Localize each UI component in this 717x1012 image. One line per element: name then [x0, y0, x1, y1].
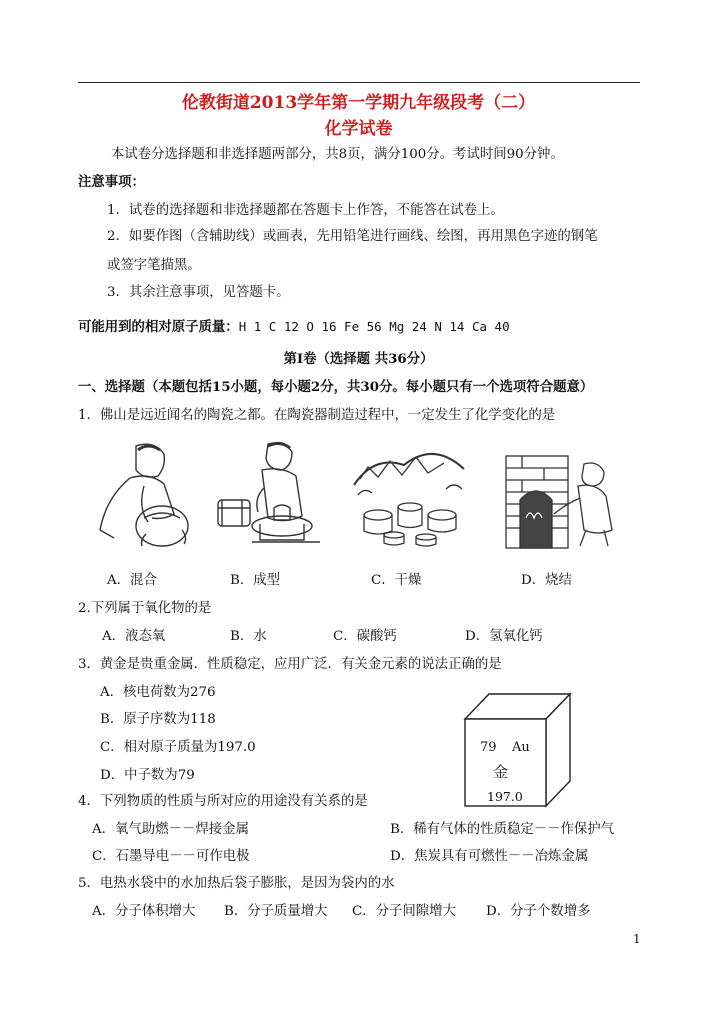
page-title: 伦教街道2013学年第一学期九年级段考（二） — [181, 93, 536, 113]
gold-element-card — [462, 691, 574, 808]
option-c: C．石墨导电－－可作电极 — [92, 849, 250, 864]
option-c: C．相对原子质量为197.0 — [100, 740, 256, 755]
notice-item: 2．如要作图（含辅助线）或画表，先用铅笔进行画线、绘图，再用黑色字迹的钢笔 — [107, 229, 598, 244]
option-c: C．碳酸钙 — [333, 629, 397, 644]
mixing-illustration — [86, 438, 196, 550]
part-heading: 第Ⅰ卷（选择题 共36分） — [283, 351, 434, 367]
option-b: B．成型 — [230, 573, 281, 588]
option-b: B．原子序数为118 — [100, 712, 216, 727]
option-b: B．水 — [230, 629, 267, 644]
notice-heading: 注意事项： — [78, 174, 145, 190]
option-c: C．干燥 — [371, 573, 422, 588]
question-stem: 1．佛山是远近闻名的陶瓷之都。在陶瓷器制造过程中，一定发生了化学变化的是 — [78, 408, 556, 423]
element-mass: 197.0 — [487, 789, 523, 804]
drying-illustration — [350, 445, 468, 549]
option-a: A．氧气助燃－－焊接金属 — [92, 822, 249, 837]
option-c: C．分子间隙增大 — [352, 904, 456, 919]
section-heading: 一、选择题（本题包括15小题，每小题2分，共30分。每小题只有一个选项符合题意） — [78, 379, 594, 395]
option-d: D．焦炭具有可燃性－－冶炼金属 — [390, 849, 589, 864]
option-a: A．核电荷数为276 — [100, 685, 216, 700]
atomic-mass-line — [78, 316, 510, 335]
option-d: D．中子数为79 — [100, 768, 195, 783]
option-a: A．液态氧 — [102, 629, 166, 644]
option-a: A．分子体积增大 — [92, 904, 196, 919]
element-symbol: Au — [512, 740, 530, 755]
option-b: B．分子质量增大 — [224, 904, 328, 919]
shaping-illustration — [212, 438, 332, 550]
top-rule — [78, 82, 640, 83]
element-number: 79 — [480, 740, 497, 755]
sintering-illustration — [500, 448, 620, 552]
option-d: D．氢氧化钙 — [465, 629, 543, 644]
option-a: A．混合 — [107, 573, 157, 588]
question-stem: 4．下列物质的性质与所对应的用途没有关系的是 — [78, 794, 368, 809]
page-subtitle: 化学试卷 — [324, 119, 393, 139]
element-name: 金 — [493, 763, 509, 781]
question-stem: 5．电热水袋中的水加热后袋子膨胀，是因为袋内的水 — [78, 876, 395, 891]
atomic-mass-values: H 1 C 12 O 16 Fe 56 Mg 24 N 14 Ca 40 — [238, 319, 510, 334]
atomic-mass-label: 可能用到的相对原子质量： — [78, 319, 239, 335]
notice-item: 或签字笔描黑。 — [107, 258, 201, 273]
option-d: D．烧结 — [521, 573, 572, 588]
page-number: 1 — [633, 932, 641, 946]
notice-item: 1．试卷的选择题和非选择题都在答题卡上作答，不能答在试卷上。 — [107, 203, 504, 218]
question-stem: 3．黄金是贵重金属．性质稳定，应用广泛．有关金元素的说法正确的是 — [78, 657, 502, 672]
question-stem: 2.下列属于氧化物的是 — [78, 601, 212, 616]
option-d: D．分子个数增多 — [486, 904, 591, 919]
option-b: B．稀有气体的性质稳定－－作保护气 — [390, 822, 615, 837]
intro-text: 本试卷分选择题和非选择题两部分，共8页，满分100分。考试时间90分钟。 — [111, 147, 564, 162]
notice-item: 3．其余注意事项，见答题卡。 — [107, 285, 290, 300]
